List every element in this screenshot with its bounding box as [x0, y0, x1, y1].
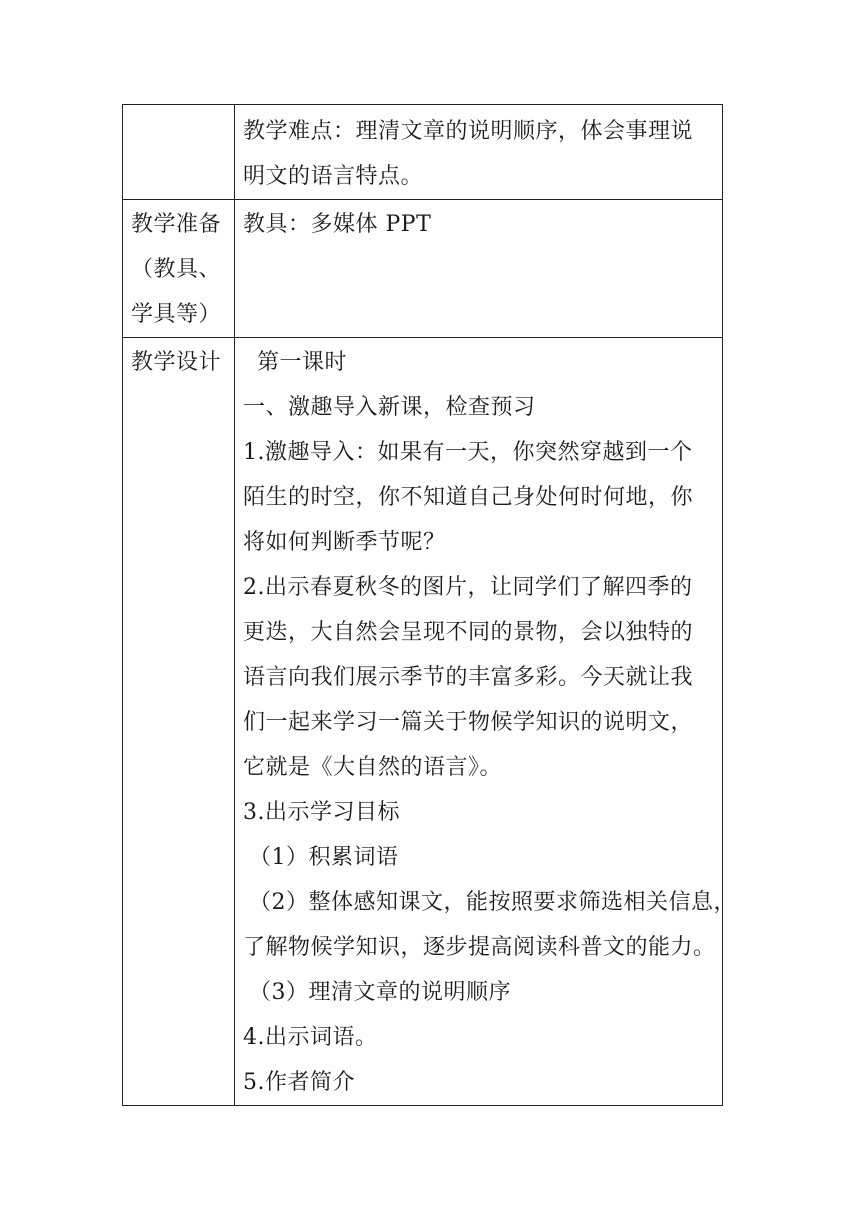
text-line: 更迭，大自然会呈现不同的景物，会以独特的 [243, 620, 694, 645]
text-line: 了解物候学知识，逐步提高阅读科普文的能力。 [243, 935, 716, 960]
lesson-plan-table [122, 104, 736, 1106]
table-row-design [123, 338, 723, 1106]
text-line: 陌生的时空，你不知道自己身处何时何地，你 [243, 485, 694, 510]
text-line: 它就是《大自然的语言》。 [243, 755, 503, 780]
table-row-difficulty [123, 105, 723, 200]
text-line: 5.作者简介 [243, 1070, 355, 1095]
row-label: 教学准备 [131, 212, 222, 237]
text-line: 教学难点：理清文章的说明顺序，体会事理说 [243, 119, 694, 144]
text-line: 3.出示学习目标 [243, 800, 400, 825]
text-line: 明文的语言特点。 [243, 164, 424, 189]
text-line: 将如何判断季节呢？ [243, 530, 446, 555]
text-line: 1.激趣导入：如果有一天，你突然穿越到一个 [243, 440, 693, 465]
content-cell-preparation [235, 200, 723, 338]
section-heading: 第一课时 [257, 350, 348, 375]
text-line: 教具：多媒体 PPT [243, 212, 432, 237]
text-line: 语言向我们展示季节的丰富多彩。今天就让我 [243, 665, 694, 690]
content-cell-design [235, 338, 736, 1106]
text-line: 4.出示词语。 [243, 1025, 378, 1050]
section-heading: 一、激趣导入新课，检查预习 [243, 395, 536, 420]
table-row-preparation [123, 200, 723, 338]
list-item: （1）积累词语 [249, 845, 399, 870]
content-cell-difficulty [235, 105, 723, 200]
text-line: 2.出示春夏秋冬的图片，让同学们了解四季的 [243, 575, 693, 600]
list-item: （3）理清文章的说明顺序 [249, 980, 511, 1005]
list-item: （2）整体感知课文，能按照要求筛选相关信息， [249, 890, 736, 915]
row-label: （教具、 [131, 257, 222, 282]
label-cell-preparation [123, 200, 235, 338]
label-cell-empty [123, 105, 235, 200]
text-line: 们一起来学习一篇关于物候学知识的说明文， [243, 710, 694, 735]
row-label: 学具等） [131, 302, 222, 327]
label-cell-design [123, 338, 235, 1106]
row-label: 教学设计 [131, 350, 222, 375]
